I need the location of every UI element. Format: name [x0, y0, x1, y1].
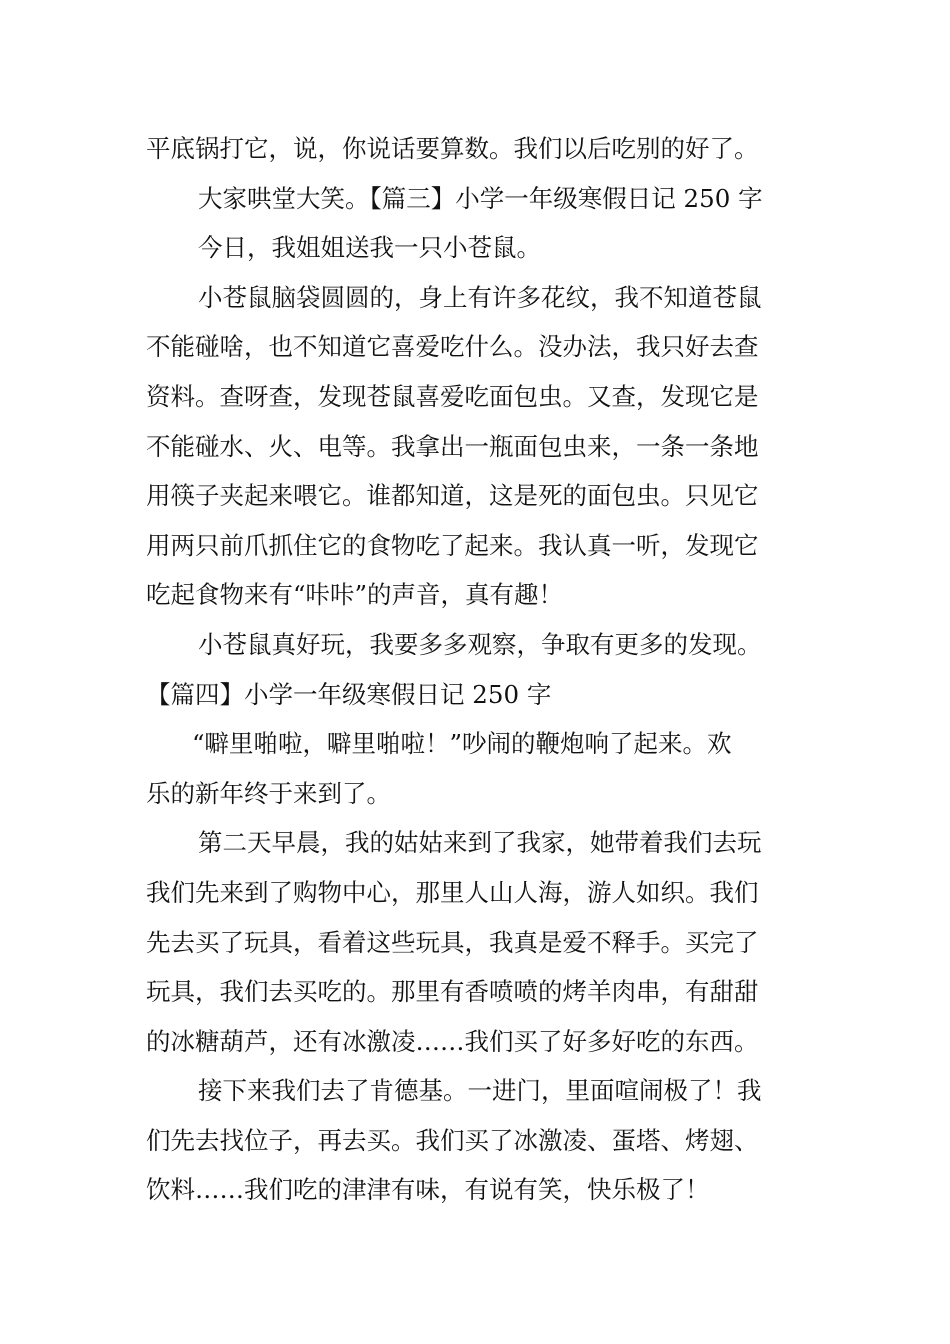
text-line: 今日，我姐姐送我一只小苍鼠。	[198, 233, 541, 263]
text-line: 玩具，我们去买吃的。那里有香喷喷的烤羊肉串，有甜甜	[146, 977, 759, 1007]
text-line: 我们先来到了购物中心，那里人山人海，游人如织。我们	[146, 877, 759, 907]
text-line: 们先去找位子，再去买。我们买了冰激凌、蛋塔、烤翅、	[146, 1125, 759, 1155]
text-line: “噼里啪啦，噼里啪啦！”吵闹的鞭炮响了起来。欢	[192, 729, 732, 759]
text-line: 用筷子夹起来喂它。谁都知道，这是死的面包虫。只见它	[146, 481, 759, 511]
text-line: 资料。查呀查，发现苍鼠喜爱吃面包虫。又查，发现它是	[146, 381, 759, 411]
document-body	[146, 124, 806, 1215]
text-line: 吃起食物来有“咔咔”的声音，真有趣！	[146, 580, 564, 610]
text-line: 小苍鼠脑袋圆圆的，身上有许多花纹，我不知道苍鼠	[198, 282, 762, 312]
text-line: 接下来我们去了肯德基。一进门，里面喧闹极了！我	[198, 1076, 762, 1106]
text-line: 饮料……我们吃的津津有味，有说有笑，快乐极了！	[146, 1175, 710, 1205]
text-line: 第二天早晨，我的姑姑来到了我家，她带着我们去玩	[198, 828, 762, 858]
text-line: 乐的新年终于来到了。	[146, 778, 391, 808]
text-line: 不能碰水、火、电等。我拿出一瓶面包虫来，一条一条地	[146, 431, 759, 461]
text-line: 不能碰啥，也不知道它喜爱吃什么。没办法，我只好去查	[146, 332, 759, 362]
text-line: 先去买了玩具，看着这些玩具，我真是爱不释手。买完了	[146, 927, 759, 957]
text-line: 的冰糖葫芦，还有冰激凌……我们买了好多好吃的东西。	[146, 1026, 759, 1056]
text-line: 小苍鼠真好玩，我要多多观察，争取有更多的发现。	[198, 629, 762, 659]
text-line: 大家哄堂大笑。【篇三】小学一年级寒假日记 250 字	[198, 183, 763, 213]
text-line: 平底锅打它，说，你说话要算数。我们以后吃别的好了。	[146, 134, 759, 163]
text-line: 用两只前爪抓住它的食物吃了起来。我认真一听，发现它	[146, 530, 759, 560]
section-heading: 【篇四】小学一年级寒假日记 250 字	[146, 679, 552, 709]
